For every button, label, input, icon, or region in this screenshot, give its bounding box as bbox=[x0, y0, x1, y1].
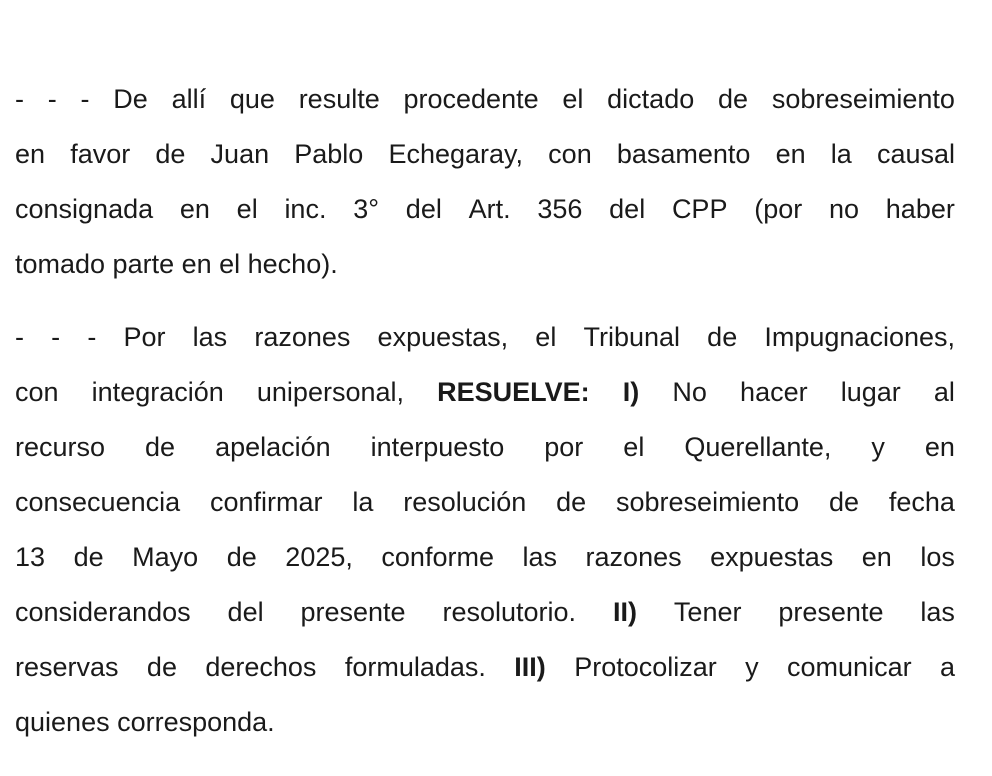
paragraph-gap bbox=[15, 292, 955, 310]
word: apelación bbox=[215, 432, 331, 462]
word: resolución bbox=[403, 487, 527, 517]
word: y bbox=[745, 652, 759, 682]
word: de bbox=[828, 487, 859, 517]
word: 2025, bbox=[285, 542, 353, 572]
word: de bbox=[556, 487, 587, 517]
word: del bbox=[405, 194, 442, 224]
word: Por bbox=[123, 322, 166, 352]
word: allí bbox=[171, 84, 207, 114]
word: - bbox=[51, 322, 61, 352]
word: sobreseimiento bbox=[771, 84, 955, 114]
word: Impugnaciones, bbox=[764, 322, 955, 352]
word: favor bbox=[70, 139, 131, 169]
paragraph-resolucion bbox=[15, 310, 955, 750]
word: recurso bbox=[15, 432, 106, 462]
word: de bbox=[718, 84, 749, 114]
word: con bbox=[548, 139, 592, 169]
text-line bbox=[15, 72, 955, 127]
word: sobreseimiento bbox=[616, 487, 800, 517]
word: resulte bbox=[298, 84, 380, 114]
word: comunicar bbox=[787, 652, 912, 682]
resuelve-heading: RESUELVE: bbox=[437, 377, 590, 407]
text-line bbox=[15, 585, 955, 640]
word: Mayo bbox=[132, 542, 199, 572]
word: unipersonal, bbox=[256, 377, 404, 407]
word: de bbox=[155, 139, 186, 169]
word: De bbox=[113, 84, 148, 114]
text-line: quienes corresponda. bbox=[15, 707, 275, 737]
word: el bbox=[562, 84, 584, 114]
text-line bbox=[15, 365, 955, 420]
word: considerandos bbox=[15, 597, 191, 627]
word: con bbox=[15, 377, 59, 407]
word: en bbox=[861, 542, 892, 572]
word: de bbox=[707, 322, 738, 352]
word: las bbox=[192, 322, 228, 352]
word: en bbox=[15, 139, 46, 169]
text-line bbox=[15, 420, 955, 475]
word: derechos bbox=[205, 652, 317, 682]
word: la bbox=[830, 139, 852, 169]
word: interpuesto bbox=[370, 432, 505, 462]
word: Tribunal bbox=[583, 322, 681, 352]
word: No bbox=[672, 377, 707, 407]
word: procedente bbox=[403, 84, 539, 114]
word: haber bbox=[885, 194, 955, 224]
word: de bbox=[73, 542, 104, 572]
word: el bbox=[623, 432, 645, 462]
word: reservas bbox=[15, 652, 119, 682]
word: Protocolizar bbox=[574, 652, 717, 682]
text-line bbox=[15, 127, 955, 182]
word: consignada bbox=[15, 194, 154, 224]
word: hacer bbox=[740, 377, 808, 407]
word: presente bbox=[778, 597, 884, 627]
word: - bbox=[80, 84, 90, 114]
word: 3° bbox=[353, 194, 380, 224]
word: el bbox=[535, 322, 557, 352]
text-line bbox=[15, 475, 955, 530]
word: - bbox=[15, 84, 24, 114]
word: conforme bbox=[381, 542, 494, 572]
word: formuladas. bbox=[344, 652, 486, 682]
word: Echegaray, bbox=[388, 139, 524, 169]
word: Querellante, bbox=[684, 432, 832, 462]
text-line bbox=[15, 182, 955, 237]
word: confirmar bbox=[209, 487, 323, 517]
word: dictado bbox=[607, 84, 695, 114]
word: consecuencia bbox=[15, 487, 181, 517]
word: en bbox=[924, 432, 955, 462]
word: expuestas bbox=[710, 542, 834, 572]
text-line bbox=[15, 310, 955, 365]
word: la bbox=[352, 487, 374, 517]
word: razones bbox=[254, 322, 351, 352]
word: inc. bbox=[284, 194, 327, 224]
word: - bbox=[15, 322, 24, 352]
word: razones bbox=[585, 542, 682, 572]
paragraph-sobreseimiento bbox=[15, 72, 955, 292]
word: causal bbox=[876, 139, 955, 169]
word: del bbox=[227, 597, 264, 627]
word: los bbox=[920, 542, 955, 572]
word: integración bbox=[91, 377, 224, 407]
word: de bbox=[145, 432, 176, 462]
word: Pablo bbox=[294, 139, 364, 169]
word: - bbox=[47, 84, 57, 114]
word: en bbox=[179, 194, 210, 224]
word: expuestas, bbox=[377, 322, 509, 352]
word: no bbox=[828, 194, 860, 224]
word: el bbox=[236, 194, 258, 224]
point-number-2: II) bbox=[613, 597, 637, 627]
word: Juan bbox=[210, 139, 270, 169]
word: resolutorio. bbox=[442, 597, 577, 627]
word: a bbox=[939, 652, 955, 682]
word: 13 bbox=[15, 542, 46, 572]
word: (por bbox=[754, 194, 803, 224]
word: fecha bbox=[888, 487, 955, 517]
word: por bbox=[544, 432, 584, 462]
word: 356 bbox=[537, 194, 583, 224]
word: las bbox=[920, 597, 955, 627]
document-body bbox=[15, 72, 955, 750]
word: y bbox=[871, 432, 885, 462]
text-line bbox=[15, 640, 955, 695]
word: - bbox=[87, 322, 97, 352]
word: Tener bbox=[673, 597, 742, 627]
word: de bbox=[226, 542, 257, 572]
text-line bbox=[15, 530, 955, 585]
word: al bbox=[933, 377, 955, 407]
word: del bbox=[609, 194, 646, 224]
point-number-1: I) bbox=[622, 377, 640, 407]
word: que bbox=[229, 84, 275, 114]
point-number-3: III) bbox=[514, 652, 546, 682]
word: basamento bbox=[616, 139, 751, 169]
word: CPP bbox=[671, 194, 728, 224]
word: presente bbox=[300, 597, 406, 627]
word: Art. bbox=[468, 194, 511, 224]
word: de bbox=[146, 652, 177, 682]
text-line: tomado parte en el hecho). bbox=[15, 249, 338, 279]
word: lugar bbox=[840, 377, 901, 407]
word: las bbox=[522, 542, 558, 572]
word: en bbox=[775, 139, 806, 169]
